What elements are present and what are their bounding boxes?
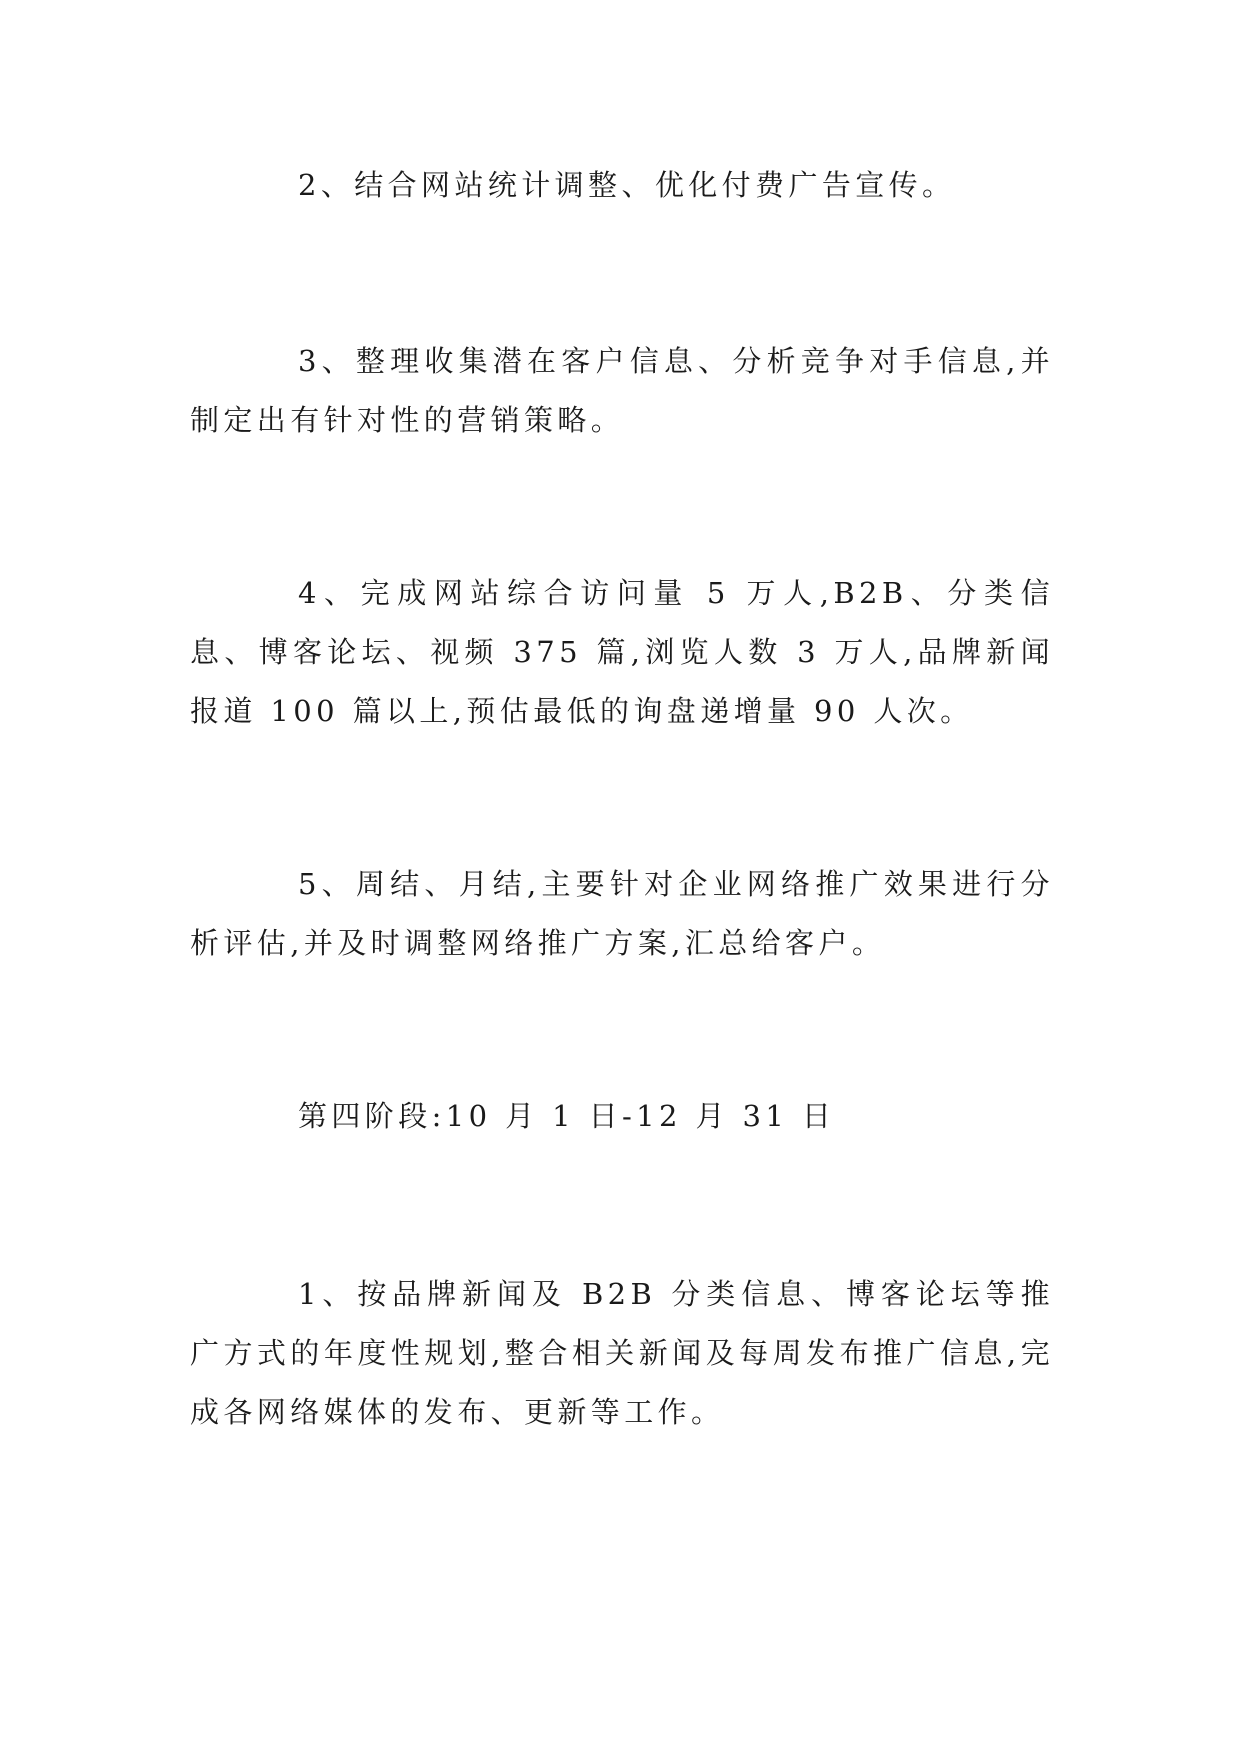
- paragraph-item-1: 1、按品牌新闻及 B2B 分类信息、博客论坛等推广方式的年度性规划,整合相关新闻及每周发布推广信息,完成各网络媒体的发布、更新等工作。: [190, 1277, 1054, 1429]
- paragraph-item-3: 3、整理收集潜在客户信息、分析竞争对手信息,并制定出有针对性的营销策略。: [190, 344, 1054, 437]
- paragraph-item-5: 5、周结、月结,主要针对企业网络推广效果进行分析评估,并及时调整网络推广方案,汇总给客户。: [190, 867, 1054, 960]
- section-heading-phase-4: 第四阶段:10 月 1 日-12 月 31 日: [298, 1099, 836, 1133]
- paragraph-item-2: 2、结合网站统计调整、优化付费广告宣传。: [298, 168, 956, 202]
- paragraph-item-4: 4、完成网站综合访问量 5 万人,B2B、分类信息、博客论坛、视频 375 篇,浏览人数 3 万人,品牌新闻报道 100 篇以上,预估最低的询盘递增量 90 人次。: [190, 576, 1054, 728]
